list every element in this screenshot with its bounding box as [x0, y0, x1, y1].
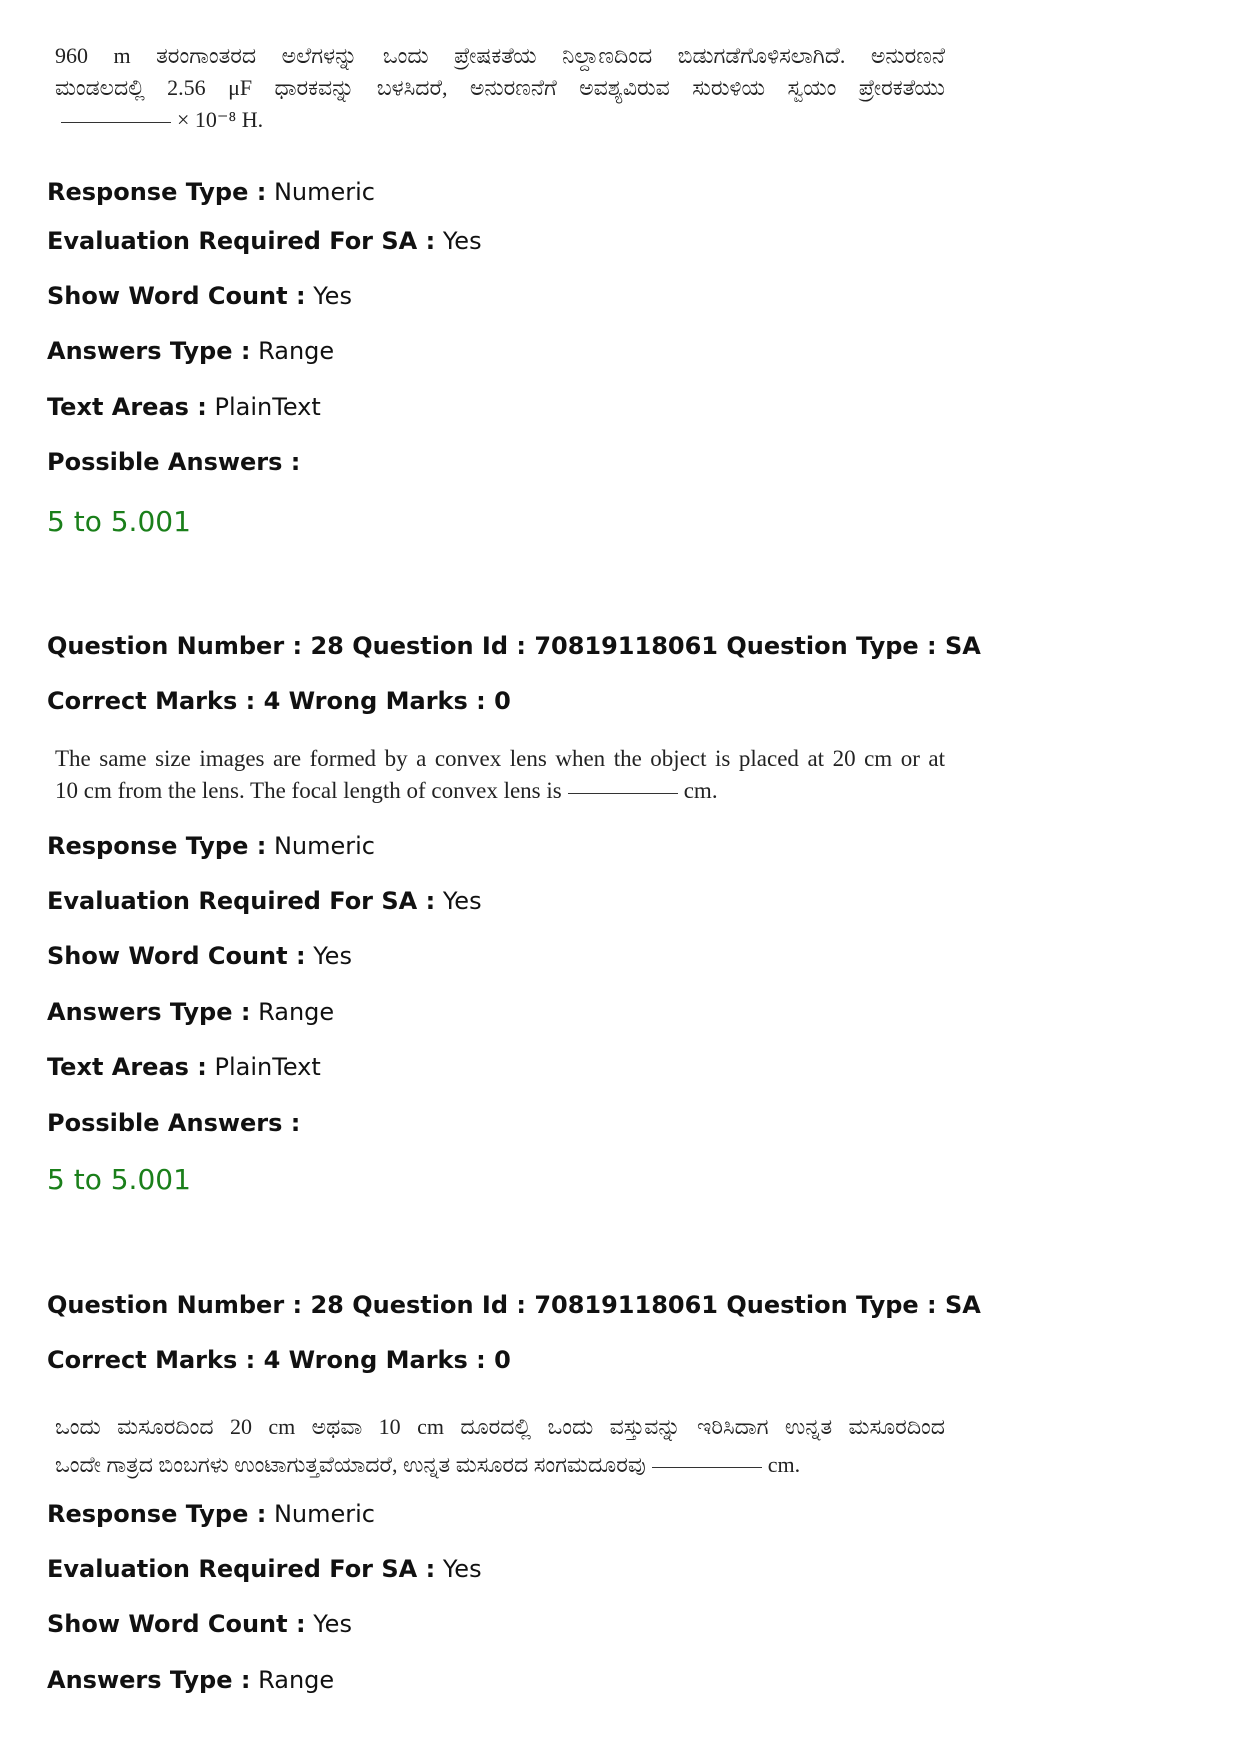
answers-type-row: Answers Type : Range — [47, 337, 335, 365]
question-line: ಒಂದು ಮಸೂರದಿಂದ 20 cm ಅಥವಾ 10 cm ದೂರದಲ್ಲಿ ಒಂದು ವಸ್ತುವನ್ನು ಇರಿಸಿದಾಗ ಉನ್ನತ ಮಸೂರದಿಂದ — [55, 1414, 945, 1439]
evaluation-required-row: Evaluation Required For SA : Yes — [47, 887, 482, 915]
evaluation-required-row: Evaluation Required For SA : Yes — [47, 1555, 482, 1583]
question-image-kannada-lens — [55, 1408, 945, 1484]
response-type-row: Response Type : Numeric — [47, 832, 375, 860]
response-type-row: Response Type : Numeric — [47, 178, 375, 206]
show-word-count-row: Show Word Count : Yes — [47, 1610, 352, 1638]
question-line: ಮಂಡಲದಲ್ಲಿ 2.56 μF ಧಾರಕವನ್ನು ಬಳಸಿದರೆ, ಅನುರಣನೆಗೆ ಅವಶ್ಯವಿರುವ ಸುರುಳಿಯ ಸ್ವಯಂ ಪ್ರೇರಕತೆಯು — [55, 75, 945, 100]
question-line: × 10⁻⁸ H. — [55, 104, 945, 136]
response-type-row: Response Type : Numeric — [47, 1500, 375, 1528]
answers-type-row: Answers Type : Range — [47, 1666, 335, 1694]
question-image-kannada-inductance — [55, 40, 945, 136]
question-line: 10 cm from the lens. The focal length of convex lens is cm. — [55, 778, 718, 803]
question-line: The same size images are formed by a convex lens when the object is placed at 20 cm or at — [55, 746, 945, 771]
answers-type-row: Answers Type : Range — [47, 998, 335, 1026]
question-header: Question Number : 28 Question Id : 70819118061 Question Type : SA — [47, 632, 981, 660]
possible-answers-row: Possible Answers : — [47, 448, 301, 476]
question-line: 960 m ತರಂಗಾಂತರದ ಅಲೆಗಳನ್ನು ಒಂದು ಪ್ರೇಷಕತೆಯ ನಿಲ್ದಾಣದಿಂದ ಬಿಡುಗಡೆಗೊಳಿಸಲಾಗಿದೆ. ಅನುರಣನೆ — [55, 43, 945, 68]
answer-blank — [652, 1466, 762, 1468]
possible-answer-value: 5 to 5.001 — [47, 505, 191, 538]
question-image-convex-lens — [55, 743, 945, 807]
text-areas-row: Text Areas : PlainText — [47, 393, 321, 421]
show-word-count-row: Show Word Count : Yes — [47, 942, 352, 970]
question-header: Question Number : 28 Question Id : 70819118061 Question Type : SA — [47, 1291, 981, 1319]
possible-answer-value: 5 to 5.001 — [47, 1163, 191, 1196]
answer-blank — [61, 121, 171, 123]
answer-blank — [568, 792, 678, 794]
show-word-count-row: Show Word Count : Yes — [47, 282, 352, 310]
evaluation-required-row: Evaluation Required For SA : Yes — [47, 227, 482, 255]
marks-row: Correct Marks : 4 Wrong Marks : 0 — [47, 687, 511, 715]
possible-answers-row: Possible Answers : — [47, 1109, 301, 1137]
question-line: ಒಂದೇ ಗಾತ್ರದ ಬಿಂಬಗಳು ಉಂಟಾಗುತ್ತವೆಯಾದರೆ, ಉನ್ನತ ಮಸೂರದ ಸಂಗಮದೂರವು cm. — [55, 1452, 801, 1477]
marks-row: Correct Marks : 4 Wrong Marks : 0 — [47, 1346, 511, 1374]
text-areas-row: Text Areas : PlainText — [47, 1053, 321, 1081]
